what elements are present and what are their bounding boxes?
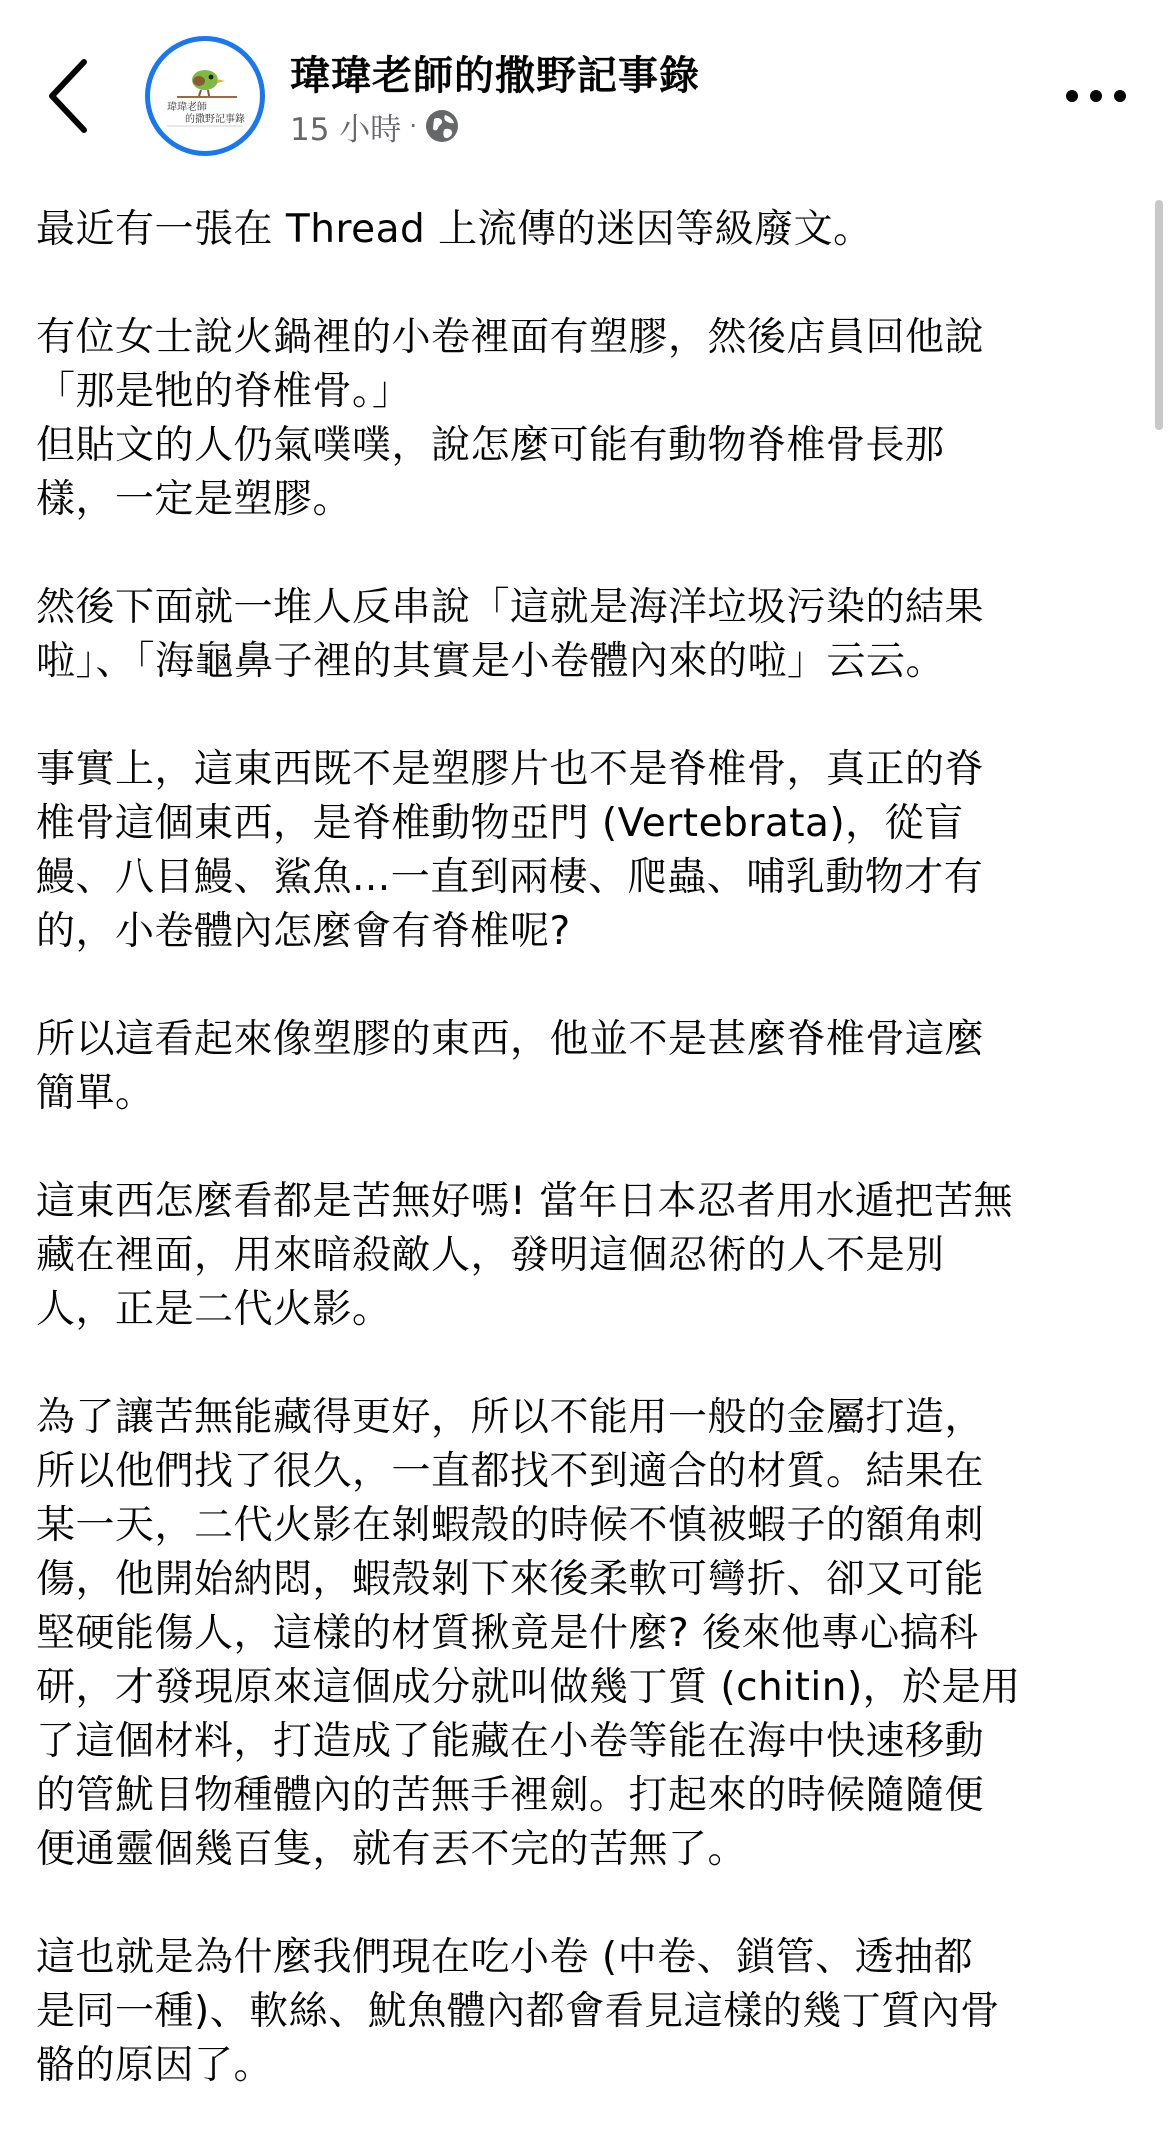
post-text-line: 這東西怎麼看都是苦無好嗎! 當年日本忍者用水遁把苦無 <box>36 1179 1014 1224</box>
post-paragraph <box>36 581 1146 689</box>
post-paragraph <box>36 1931 1146 2093</box>
post-meta <box>290 104 459 148</box>
globe-icon <box>425 109 459 143</box>
post-paragraph <box>36 1013 1146 1121</box>
page-name[interactable]: 瑋瑋老師的撒野記事錄 <box>290 53 700 99</box>
post-text-line: 了這個材料，打造成了能藏在小卷等能在海中快速移動 <box>36 1719 985 1764</box>
post-text-line: 但貼文的人仍氣噗噗，說怎麼可能有動物脊椎骨長那 <box>36 423 945 468</box>
post-text-line: 的管魷目物種體內的苦無手裡劍。打起來的時候隨隨便 <box>36 1773 985 1818</box>
post-text-line: 最近有一張在 Thread 上流傳的迷因等級廢文。 <box>36 207 873 252</box>
post-text-line: 「那是牠的脊椎骨。」 <box>36 369 412 414</box>
bird-logo <box>153 44 257 148</box>
post-text-line: 傷，他開始納悶，蝦殼剝下來後柔軟可彎折、卻又可能 <box>36 1557 985 1602</box>
post-paragraph <box>36 203 1146 257</box>
post-text-line: 啦」、「海龜鼻子裡的其實是小卷體內來的啦」云云。 <box>36 639 946 684</box>
post-text-line: 藏在裡面，用來暗殺敵人，發明這個忍術的人不是別 <box>36 1233 945 1278</box>
post-paragraph <box>36 311 1146 527</box>
post-text-line: 有位女士說火鍋裡的小卷裡面有塑膠，然後店員回他說 <box>36 315 985 360</box>
post-text-line: 某一天，二代火影在剝蝦殼的時候不慎被蝦子的額角刺 <box>36 1503 985 1548</box>
post-text-line: 鰻、八目鰻、鯊魚...一直到兩棲、爬蟲、哺乳動物才有 <box>36 855 984 900</box>
post-paragraph <box>36 1391 1146 1877</box>
meta-separator: · <box>409 112 417 140</box>
post-text-line: 便通靈個幾百隻，就有丟不完的苦無了。 <box>36 1827 748 1872</box>
svg-text:的撒野記事錄: 的撒野記事錄 <box>185 114 245 125</box>
post-text-line: 事實上，這東西既不是塑膠片也不是脊椎骨，真正的脊 <box>36 747 985 792</box>
post-text-line: 這也就是為什麼我們現在吃小卷 (中卷、鎖管、透抽都 <box>36 1935 974 1980</box>
avatar[interactable] <box>145 36 265 156</box>
scrollbar[interactable] <box>1155 200 1163 430</box>
more-horizontal-icon <box>1064 84 1128 108</box>
more-options-button[interactable] <box>1064 84 1128 108</box>
post-text-line: 研，才發現原來這個成分就叫做幾丁質 (chitin)，於是用 <box>36 1665 1021 1710</box>
post-text-line: 人，正是二代火影。 <box>36 1287 392 1332</box>
post-text-line: 簡單。 <box>36 1071 155 1116</box>
post-paragraph <box>36 1175 1146 1337</box>
post-paragraph <box>36 743 1146 959</box>
post-text-line: 樣，一定是塑膠。 <box>36 477 353 522</box>
svg-text:瑋瑋老師: 瑋瑋老師 <box>167 102 207 113</box>
timestamp[interactable]: 15 小時 <box>290 111 402 148</box>
post-text-line: 骼的原因了。 <box>36 2043 274 2088</box>
avatar-image <box>150 41 260 151</box>
post-text-line: 所以這看起來像塑膠的東西，他並不是甚麼脊椎骨這麼 <box>36 1017 985 1062</box>
back-button[interactable] <box>44 56 94 136</box>
post-text-line: 然後下面就一堆人反串說「這就是海洋垃圾污染的結果 <box>36 585 985 630</box>
post-text-line: 是同一種)、軟絲、魷魚體內都會看見這樣的幾丁質內骨 <box>36 1989 1000 2034</box>
post-body <box>36 203 1146 2147</box>
post-text-line: 為了讓苦無能藏得更好，所以不能用一般的金屬打造， <box>36 1395 985 1440</box>
post-text-line: 所以他們找了很久，一直都找不到適合的材質。結果在 <box>36 1449 985 1494</box>
chevron-left-icon <box>44 56 94 136</box>
post-header <box>0 0 1170 190</box>
post-text-line: 椎骨這個東西，是脊椎動物亞門 (Vertebrata)，從盲 <box>36 801 964 846</box>
post-text-line: 堅硬能傷人，這樣的材質揪竟是什麼? 後來他專心搞科 <box>36 1611 979 1656</box>
post-text-line: 的，小卷體內怎麼會有脊椎呢? <box>36 909 571 954</box>
